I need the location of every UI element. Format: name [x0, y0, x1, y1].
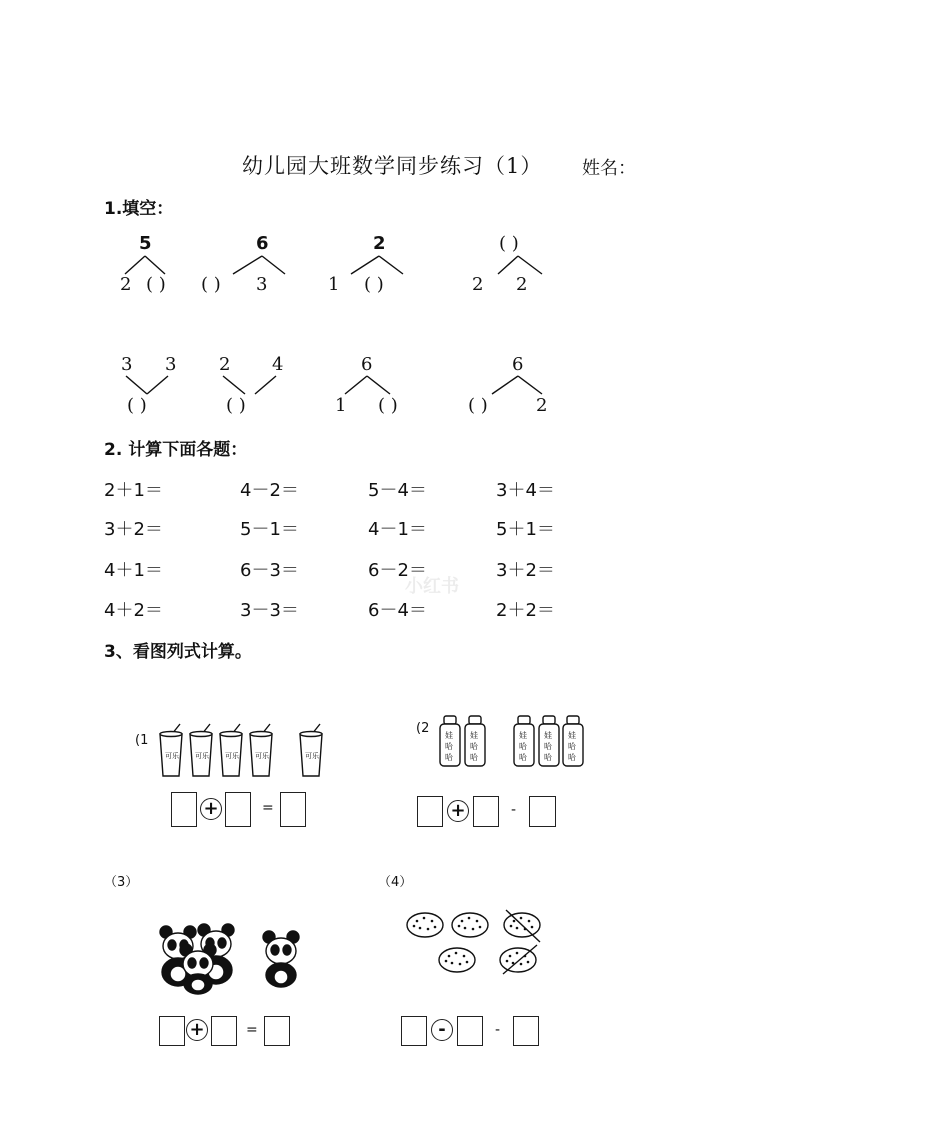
plus-sign-icon: +	[186, 1019, 208, 1041]
equation: 2＋1＝	[104, 480, 163, 501]
equation: 5＋1＝	[496, 519, 555, 540]
minus-sign: -	[495, 1022, 501, 1038]
section3-heading: 3、看图列式计算。	[104, 642, 252, 662]
bond-left: 2	[472, 274, 484, 295]
svg-text:哈: 哈	[519, 742, 527, 751]
equation: 6－3＝	[240, 560, 299, 581]
answer-box[interactable]	[513, 1016, 539, 1046]
answer-box[interactable]	[401, 1016, 427, 1046]
svg-text:可乐: 可乐	[305, 752, 319, 760]
problem-label: （4）	[378, 875, 413, 890]
equation: 5－4＝	[368, 480, 427, 501]
svg-text:哈: 哈	[568, 742, 576, 751]
minus-sign-icon: -	[431, 1019, 453, 1041]
svg-text:娃: 娃	[470, 731, 478, 740]
svg-text:娃: 娃	[568, 731, 576, 740]
svg-text:可乐: 可乐	[255, 752, 269, 760]
equation: 4＋1＝	[104, 560, 163, 581]
svg-text:娃: 娃	[519, 731, 527, 740]
minus-sign: -	[511, 802, 517, 818]
plus-sign-icon: +	[200, 798, 222, 820]
bond-left-blank[interactable]: ( )	[201, 274, 221, 295]
svg-text:哈: 哈	[519, 753, 527, 762]
svg-text:哈: 哈	[445, 742, 453, 751]
answer-box[interactable]	[457, 1016, 483, 1046]
bond-right: 3	[256, 274, 268, 295]
bond-right: 2	[536, 395, 548, 416]
bond-top: 6	[256, 233, 269, 254]
bond-right-blank[interactable]: ( )	[364, 274, 384, 295]
bond-top: 2	[373, 233, 386, 254]
bond-left: 1	[335, 395, 347, 416]
svg-text:哈: 哈	[544, 753, 552, 762]
equation: 6－4＝	[368, 600, 427, 621]
bond-bottom-blank[interactable]: ( )	[226, 395, 246, 416]
equation: 2＋2＝	[496, 600, 555, 621]
svg-text:可乐: 可乐	[195, 752, 209, 760]
svg-text:哈: 哈	[470, 753, 478, 762]
bond-right: 2	[516, 274, 528, 295]
equals-sign: =	[262, 800, 274, 816]
svg-text:哈: 哈	[568, 753, 576, 762]
plus-sign-icon: +	[447, 800, 469, 822]
section2-heading: 2. 计算下面各题：	[104, 440, 248, 460]
bond-top-blank[interactable]: ( )	[499, 233, 519, 254]
equals-sign: =	[246, 1022, 258, 1038]
bond-left: 3	[121, 354, 133, 375]
bond-right-blank[interactable]: ( )	[146, 274, 166, 295]
bond-left: 2	[120, 274, 132, 295]
equation: 3＋2＝	[104, 519, 163, 540]
problem-label: (1	[135, 733, 149, 748]
bond-right: 3	[165, 354, 177, 375]
bond-left: 2	[219, 354, 231, 375]
bond-top: 6	[361, 354, 373, 375]
svg-text:哈: 哈	[470, 742, 478, 751]
bond-top: 6	[512, 354, 524, 375]
bond-right-blank[interactable]: ( )	[378, 395, 398, 416]
svg-text:哈: 哈	[445, 753, 453, 762]
page-title: 幼儿园大班数学同步练习（1）	[242, 154, 543, 178]
bond-left: 1	[328, 274, 340, 295]
problem-label: （3）	[104, 875, 139, 890]
problem-label: (2	[416, 721, 430, 736]
equation: 3－3＝	[240, 600, 299, 621]
bond-right: 4	[272, 354, 284, 375]
watermark: 小红书	[405, 576, 459, 597]
name-label: 姓名：	[582, 158, 636, 179]
equation: 3＋4＝	[496, 480, 555, 501]
equation: 4－1＝	[368, 519, 427, 540]
equation: 4＋2＝	[104, 600, 163, 621]
svg-text:可乐: 可乐	[225, 752, 239, 760]
bond-top: 5	[139, 233, 152, 254]
svg-text:可乐: 可乐	[165, 752, 179, 760]
equation: 6－2＝	[368, 560, 427, 581]
svg-text:娃: 娃	[544, 731, 552, 740]
svg-text:哈: 哈	[544, 742, 552, 751]
equation: 4－2＝	[240, 480, 299, 501]
equation: 5－1＝	[240, 519, 299, 540]
bond-bottom-blank[interactable]: ( )	[127, 395, 147, 416]
section1-heading: 1.填空：	[104, 199, 174, 219]
equation: 3＋2＝	[496, 560, 555, 581]
svg-text:娃: 娃	[445, 731, 453, 740]
bond-left-blank[interactable]: ( )	[468, 395, 488, 416]
